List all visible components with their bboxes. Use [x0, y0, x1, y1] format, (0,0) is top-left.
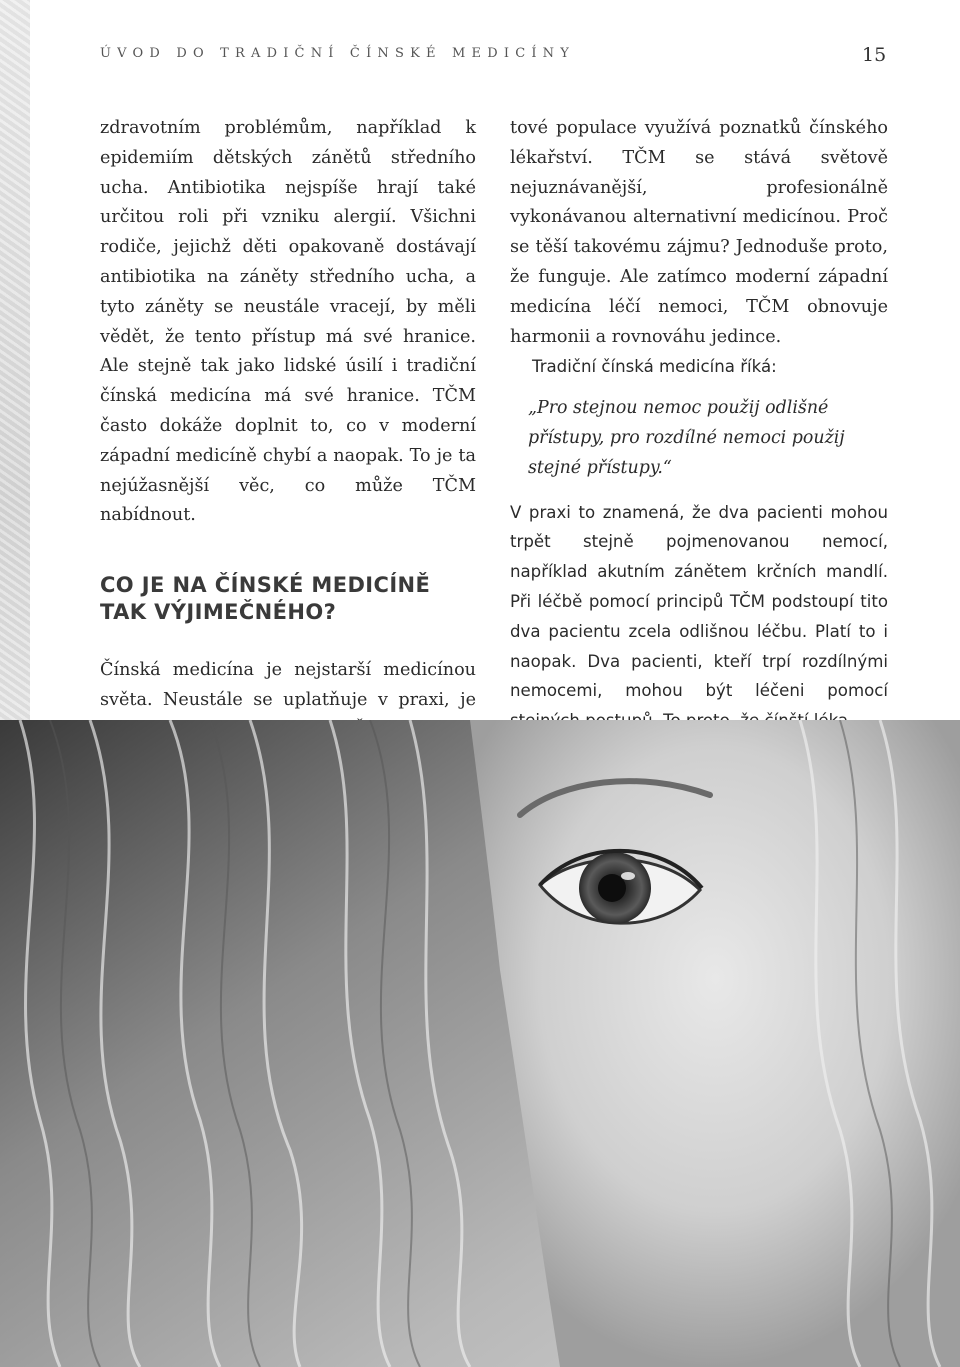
portrait-photo — [0, 720, 960, 1367]
photo-image — [0, 720, 960, 1367]
quote-text: „Pro stejnou nemoc použij odlišné přístupy, pro rozdílné nemoci použij stejné přístupy.“ — [528, 398, 845, 478]
right-column — [510, 114, 888, 736]
left-paragraph-2: Čínská medicína je nejstarší medicínou světa. Neustále se uplatňuje v praxi, je — [100, 660, 476, 710]
left-paragraph-1: zdravotním problémům, například k epidemiím dětských zánětů středního ucha. Antibiotika nejspíše hrají také určitou roli při vzniku alergií. Všichni rodiče, jejichž děti opakovaně dostávají antibiotika na záněty středního ucha, a tyto záněty se neustále vracejí, by měli vědět, že tento přístup má své hranice. Ale stejně tak jako lidské úsilí i tradiční čínská medicína má své hranice. TČM často dokáže doplnit to, co v moderní západní medicíně chybí a naopak. To je ta nejúžasnější věc, co může TČM nabídnout. — [100, 118, 476, 526]
page-number: 15 — [862, 44, 887, 66]
left-column — [100, 114, 476, 746]
right-paragraph-2: V praxi to znamená, že dva pacienti mohou trpět stejně pojmenovanou nemocí, například akutním zánětem krčních mandlí. Při léčbě pomocí principů TČM podstoupí tito dva pacientu zcela odlišnou léčbu. Platí to i naopak. Dva pacienti, kteří trpí rozdílnými nemocemi, mohou být léčeni pomocí — [510, 502, 888, 701]
right-paragraph-1: tové populace využívá poznatků čínského lékařství. TČM se stává světově nejuznávanější, profesionálně vykonávanou alternativní medicínou. Proč se těší takovému zájmu? Jednoduše proto, že funguje. Ale zatímco moderní západní medicína léčí nemoci, TČM obnovuje harmonii a rovnováhu jedince. — [510, 118, 888, 347]
quote-intro: Tradiční čínská medicína říká: — [532, 357, 777, 377]
decorative-side-strip — [0, 0, 30, 720]
running-title: ÚVOD DO TRADIČNÍ ČÍNSKÉ MEDICÍNY — [100, 46, 576, 61]
section-heading: CO JE NA ČÍNSKÉ MEDICÍNĚ TAK VÝJIMEČNÉHO? — [100, 573, 431, 625]
